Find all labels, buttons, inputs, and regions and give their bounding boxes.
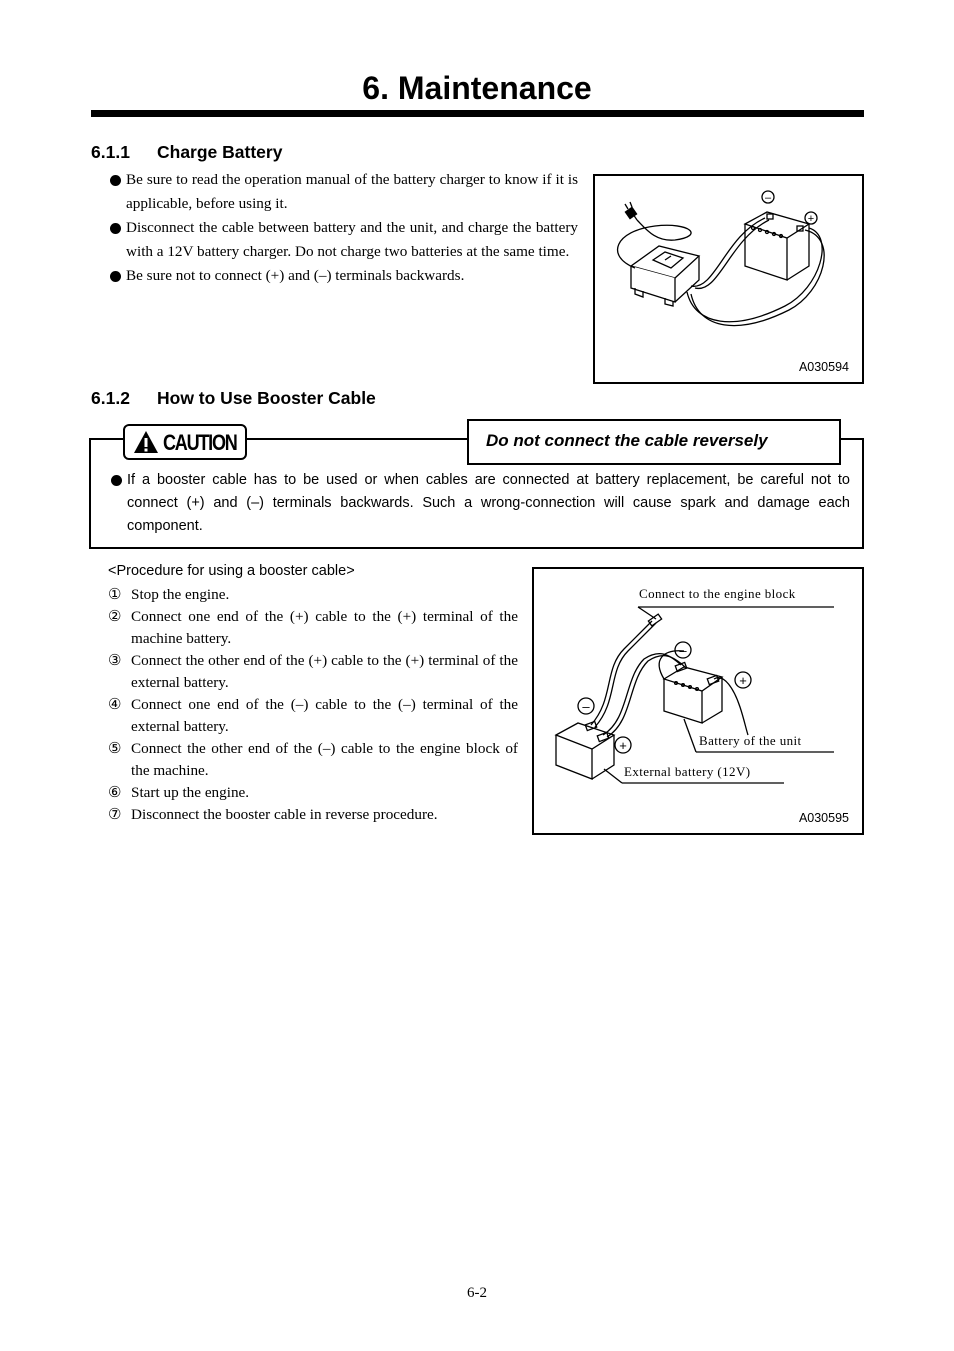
section-number: 6.1.2 (91, 388, 130, 408)
charge-battery-bullets (108, 168, 578, 288)
step-text: Stop the engine. (131, 586, 230, 603)
warning-triangle-icon (133, 430, 159, 454)
section-title: Charge Battery (157, 142, 283, 162)
label-external-battery: External battery (12V) (624, 764, 751, 779)
minus-symbol: – (764, 192, 772, 204)
booster-cable-figure (532, 567, 864, 835)
battery-charger-illustration (595, 176, 862, 382)
list-item (108, 804, 518, 826)
list-item (108, 650, 518, 694)
step-text: Disconnect the booster cable in reverse procedure. (131, 806, 438, 823)
step-marker: ⑦ (108, 806, 122, 823)
procedure-steps (108, 584, 518, 826)
title-rule (91, 110, 864, 117)
section-heading-booster-cable (91, 388, 376, 409)
step-text: Connect one end of the (+) cable to the (+) terminal of the machine battery. (131, 608, 518, 647)
caution-label: CAUTION (163, 430, 237, 455)
minus-symbol: – (582, 699, 590, 714)
procedure-heading: <Procedure for using a booster cable> (108, 563, 355, 579)
caution-heading: Do not connect the cable reversely (486, 431, 768, 450)
caution-heading-box (467, 419, 841, 465)
plus-symbol: + (619, 738, 627, 753)
step-text: Connect the other end of the (–) cable to the engine block of the machine. (131, 740, 518, 779)
minus-symbol: – (679, 643, 687, 658)
list-item: Disconnect the cable between battery and the unit, and charge the battery with a 12V battery charger. Do not charge two batteries at the same time. (108, 216, 578, 264)
battery-charger-figure (593, 174, 864, 384)
list-item (108, 738, 518, 782)
booster-cable-illustration (534, 569, 862, 833)
label-unit-battery: Battery of the unit (699, 733, 802, 748)
figure-code: A030594 (798, 360, 849, 374)
plus-symbol: + (807, 213, 815, 225)
plus-symbol: + (739, 673, 747, 688)
step-marker: ① (108, 586, 122, 603)
list-item (108, 606, 518, 650)
step-text: Start up the engine. (131, 784, 250, 801)
step-text: Connect one end of the (–) cable to the (–) terminal of the external battery. (131, 696, 518, 735)
section-title: How to Use Booster Cable (157, 388, 376, 408)
list-item: Be sure not to connect (+) and (–) terminals backwards. (108, 264, 578, 288)
page-title: 6. Maintenance (362, 70, 592, 106)
step-marker: ③ (108, 652, 122, 669)
page-number: 6-2 (467, 1285, 487, 1301)
step-marker: ⑥ (108, 784, 122, 801)
section-number: 6.1.1 (91, 142, 130, 162)
list-item (108, 694, 518, 738)
label-engine-block: Connect to the engine block (639, 586, 796, 601)
step-marker: ② (108, 608, 122, 625)
figure-code: A030595 (798, 811, 849, 825)
list-item (108, 584, 518, 606)
step-text: Connect the other end of the (+) cable to the (+) terminal of the external battery. (131, 652, 518, 691)
step-marker: ④ (108, 696, 122, 713)
list-item: Be sure to read the operation manual of the battery charger to know if it is applicable, before using it. (108, 168, 578, 216)
section-heading-charge-battery (91, 142, 282, 163)
caution-text: If a booster cable has to be used or when cables are connected at battery replacement, be careful not to connect (+) and (–) terminals backwards. Such a wrong-connection will cause spark and damage each component. (109, 469, 850, 538)
caution-badge (123, 424, 247, 460)
step-marker: ⑤ (108, 740, 122, 757)
list-item (108, 782, 518, 804)
